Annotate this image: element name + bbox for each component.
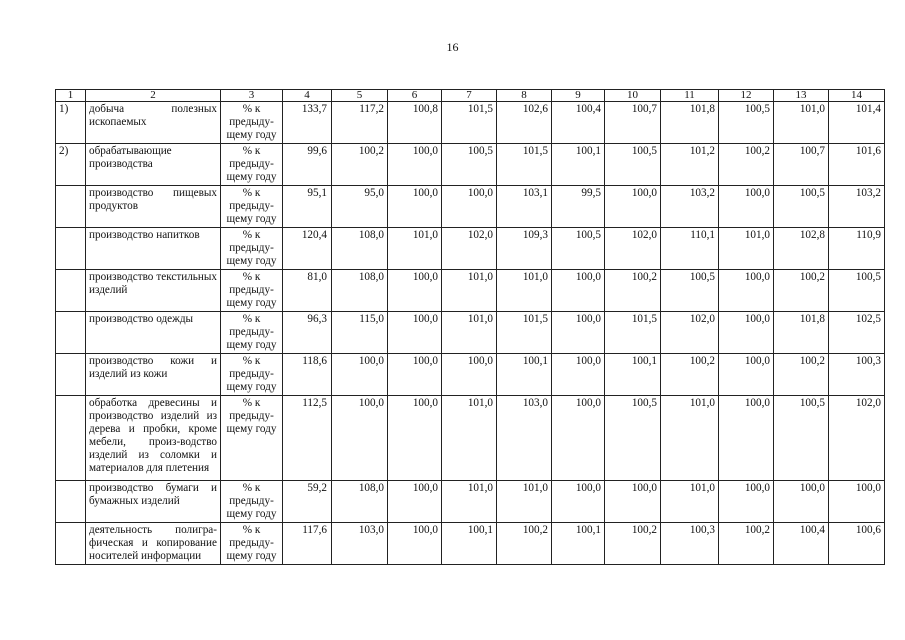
index-value: 120,4 <box>283 228 332 270</box>
index-value: 100,2 <box>661 354 719 396</box>
index-value: 100,0 <box>605 481 661 523</box>
index-value: 100,1 <box>497 354 552 396</box>
unit-of-measure: % к предыду-щему году <box>221 312 283 354</box>
index-value: 100,0 <box>388 270 442 312</box>
index-value: 99,6 <box>283 144 332 186</box>
row-number <box>56 228 86 270</box>
index-value: 100,5 <box>719 102 774 144</box>
index-value: 102,0 <box>442 228 497 270</box>
row-number <box>56 186 86 228</box>
index-value: 100,1 <box>605 354 661 396</box>
column-header-3: 3 <box>221 90 283 102</box>
index-value: 102,5 <box>829 312 885 354</box>
index-value: 108,0 <box>332 481 388 523</box>
row-number: 2) <box>56 144 86 186</box>
index-value: 100,0 <box>388 144 442 186</box>
index-value: 100,0 <box>552 481 605 523</box>
row-number <box>56 312 86 354</box>
index-value: 100,4 <box>774 523 829 565</box>
index-value: 100,6 <box>829 523 885 565</box>
index-value: 102,0 <box>605 228 661 270</box>
table-header-row <box>56 90 885 102</box>
index-value: 100,5 <box>774 186 829 228</box>
index-value: 101,0 <box>388 228 442 270</box>
table-row <box>56 228 885 270</box>
industry-name: производство кожи и изделий из кожи <box>86 354 221 396</box>
unit-of-measure: % к предыду-щему году <box>221 523 283 565</box>
index-value: 100,5 <box>661 270 719 312</box>
index-value: 100,0 <box>388 312 442 354</box>
index-value: 101,8 <box>774 312 829 354</box>
index-value: 100,0 <box>552 270 605 312</box>
index-value: 100,5 <box>552 228 605 270</box>
industrial-production-index-table <box>55 89 885 565</box>
index-value: 117,2 <box>332 102 388 144</box>
index-value: 100,0 <box>552 354 605 396</box>
index-value: 101,5 <box>442 102 497 144</box>
index-value: 110,1 <box>661 228 719 270</box>
index-value: 101,0 <box>719 228 774 270</box>
unit-of-measure: % к предыду-щему году <box>221 354 283 396</box>
table-row <box>56 354 885 396</box>
index-value: 101,8 <box>661 102 719 144</box>
column-header-10: 10 <box>605 90 661 102</box>
column-header-1: 1 <box>56 90 86 102</box>
index-value: 100,2 <box>605 523 661 565</box>
industry-name: обработка древесины и производство изделий из дерева и пробки, кроме мебели, произ-водство изделий из соломки и материалов для плетения <box>86 396 221 481</box>
index-value: 100,0 <box>388 186 442 228</box>
row-number <box>56 481 86 523</box>
table-row <box>56 186 885 228</box>
index-value: 100,2 <box>497 523 552 565</box>
index-value: 101,6 <box>829 144 885 186</box>
column-header-4: 4 <box>283 90 332 102</box>
index-value: 101,5 <box>605 312 661 354</box>
index-value: 95,0 <box>332 186 388 228</box>
index-value: 102,6 <box>497 102 552 144</box>
row-number: 1) <box>56 102 86 144</box>
index-value: 100,0 <box>332 354 388 396</box>
index-value: 100,0 <box>719 481 774 523</box>
industry-name: добыча полезных ископаемых <box>86 102 221 144</box>
index-value: 101,5 <box>497 144 552 186</box>
index-value: 100,0 <box>332 396 388 481</box>
index-value: 100,1 <box>552 523 605 565</box>
index-value: 101,0 <box>442 481 497 523</box>
column-header-13: 13 <box>774 90 829 102</box>
index-value: 101,4 <box>829 102 885 144</box>
index-value: 100,5 <box>829 270 885 312</box>
index-value: 100,5 <box>774 396 829 481</box>
index-value: 100,0 <box>442 186 497 228</box>
unit-of-measure: % к предыду-щему году <box>221 186 283 228</box>
index-value: 100,0 <box>719 354 774 396</box>
index-value: 110,9 <box>829 228 885 270</box>
column-header-14: 14 <box>829 90 885 102</box>
unit-of-measure: % к предыду-щему году <box>221 396 283 481</box>
table-row <box>56 270 885 312</box>
index-value: 100,3 <box>661 523 719 565</box>
index-value: 100,0 <box>552 312 605 354</box>
table-row <box>56 396 885 481</box>
index-value: 102,0 <box>829 396 885 481</box>
row-number <box>56 270 86 312</box>
index-value: 103,0 <box>332 523 388 565</box>
index-value: 100,5 <box>605 396 661 481</box>
index-value: 81,0 <box>283 270 332 312</box>
index-value: 96,3 <box>283 312 332 354</box>
industry-name: производство текстильных изделий <box>86 270 221 312</box>
index-value: 100,0 <box>774 481 829 523</box>
unit-of-measure: % к предыду-щему году <box>221 270 283 312</box>
index-value: 100,2 <box>332 144 388 186</box>
index-value: 112,5 <box>283 396 332 481</box>
index-value: 100,0 <box>719 270 774 312</box>
index-value: 100,8 <box>388 102 442 144</box>
unit-of-measure: % к предыду-щему году <box>221 144 283 186</box>
industry-name: обрабатывающие производства <box>86 144 221 186</box>
index-value: 100,0 <box>552 396 605 481</box>
index-value: 102,0 <box>661 312 719 354</box>
column-header-6: 6 <box>388 90 442 102</box>
index-value: 101,0 <box>497 481 552 523</box>
index-value: 101,0 <box>661 396 719 481</box>
industry-name: производство бумаги и бумажных изделий <box>86 481 221 523</box>
index-value: 100,2 <box>719 144 774 186</box>
index-value: 99,5 <box>552 186 605 228</box>
index-value: 100,2 <box>774 354 829 396</box>
index-value: 100,2 <box>605 270 661 312</box>
index-value: 100,1 <box>552 144 605 186</box>
index-value: 100,0 <box>388 396 442 481</box>
column-header-5: 5 <box>332 90 388 102</box>
index-value: 100,0 <box>388 354 442 396</box>
column-header-12: 12 <box>719 90 774 102</box>
index-value: 103,2 <box>829 186 885 228</box>
index-value: 101,5 <box>497 312 552 354</box>
index-value: 100,7 <box>605 102 661 144</box>
index-value: 100,4 <box>552 102 605 144</box>
index-value: 117,6 <box>283 523 332 565</box>
index-value: 100,5 <box>442 144 497 186</box>
table-row <box>56 523 885 565</box>
column-header-7: 7 <box>442 90 497 102</box>
index-value: 100,0 <box>388 523 442 565</box>
column-header-8: 8 <box>497 90 552 102</box>
unit-of-measure: % к предыду-щему году <box>221 102 283 144</box>
index-value: 108,0 <box>332 270 388 312</box>
row-number <box>56 523 86 565</box>
row-number <box>56 354 86 396</box>
index-value: 103,0 <box>497 396 552 481</box>
index-value: 101,0 <box>442 270 497 312</box>
column-header-2: 2 <box>86 90 221 102</box>
index-value: 101,0 <box>497 270 552 312</box>
row-number <box>56 396 86 481</box>
index-value: 115,0 <box>332 312 388 354</box>
industry-name: производство напитков <box>86 228 221 270</box>
index-value: 100,7 <box>774 144 829 186</box>
index-value: 102,8 <box>774 228 829 270</box>
index-value: 101,0 <box>442 312 497 354</box>
index-value: 100,2 <box>774 270 829 312</box>
index-value: 101,2 <box>661 144 719 186</box>
industry-name: производство одежды <box>86 312 221 354</box>
industry-name: производство пищевых продуктов <box>86 186 221 228</box>
table-row <box>56 144 885 186</box>
index-value: 103,1 <box>497 186 552 228</box>
index-value: 101,0 <box>442 396 497 481</box>
table-row <box>56 102 885 144</box>
index-value: 100,0 <box>829 481 885 523</box>
index-value: 118,6 <box>283 354 332 396</box>
index-value: 100,0 <box>719 186 774 228</box>
index-value: 103,2 <box>661 186 719 228</box>
index-value: 100,0 <box>442 354 497 396</box>
index-value: 108,0 <box>332 228 388 270</box>
unit-of-measure: % к предыду-щему году <box>221 228 283 270</box>
table-row <box>56 481 885 523</box>
index-value: 100,0 <box>388 481 442 523</box>
index-value: 100,0 <box>605 186 661 228</box>
index-value: 101,0 <box>661 481 719 523</box>
industry-name: деятельность полигра-фическая и копирование носителей информации <box>86 523 221 565</box>
unit-of-measure: % к предыду-щему году <box>221 481 283 523</box>
index-value: 95,1 <box>283 186 332 228</box>
index-value: 59,2 <box>283 481 332 523</box>
column-header-11: 11 <box>661 90 719 102</box>
index-value: 100,3 <box>829 354 885 396</box>
column-header-9: 9 <box>552 90 605 102</box>
index-value: 100,0 <box>719 312 774 354</box>
index-value: 133,7 <box>283 102 332 144</box>
index-value: 109,3 <box>497 228 552 270</box>
index-value: 100,1 <box>442 523 497 565</box>
index-value: 100,0 <box>719 396 774 481</box>
index-value: 101,0 <box>774 102 829 144</box>
index-value: 100,2 <box>719 523 774 565</box>
page-number: 16 <box>446 40 459 54</box>
table-row <box>56 312 885 354</box>
index-value: 100,5 <box>605 144 661 186</box>
